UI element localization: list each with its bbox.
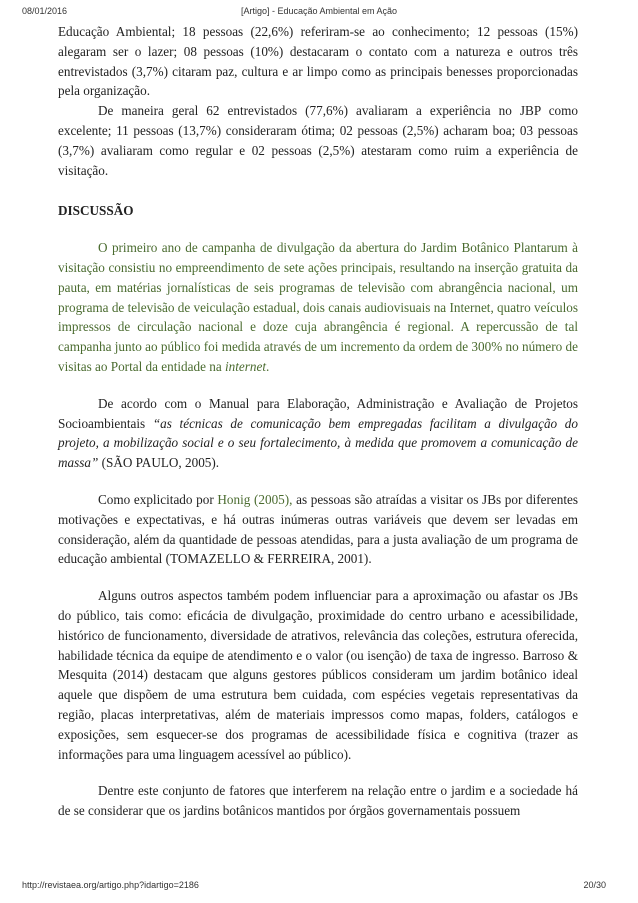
paragraph-factors: Dentre este conjunto de fatores que interferem na relação entre o jardim e a sociedade há de se considerar que os jardins botânicos mantidos por órgãos governamentais possuem [58,783,578,819]
honig-reference-link[interactable]: Honig (2005), [217,491,293,507]
print-page-title: [Artigo] - Educação Ambiental em Ação [240,6,398,16]
paragraph-manual-quote [58,394,578,473]
manual-text: De acordo com o Manual para Elaboração, Administração e Avaliação de Projetos Socioambientais [58,395,578,431]
internet-term: internet [225,358,267,374]
manual-citation: (SÃO PAULO, 2005). [98,455,220,471]
page-number: 20/30 [583,880,606,890]
campaign-text: O primeiro ano de campanha de divulgação da abertura do Jardim Botânico Plantarum à visitação consistiu no empreendimento de sete ações principais, resultando na inserção gratuita da pauta, em matérias jornalísticas de seis programas de televisão com abrangência nacional, um programa de televisão de veiculação estadual, dois canais audiovisuais na Internet, quatro veículos impressos de circulação nacional e doze cuja abrangência é regional. A repercussão de tal campanha junto ao público foi medida através de um incremento da ordem de 300% no número de visitas ao Portal da entidade na [58,240,579,374]
manual-quote: “as técnicas de comunicação bem empregadas facilitam a divulgação do projeto, a mobilização social e o seu fortalecimento, à medida que promovem a comunicação de massa” [58,415,578,471]
paragraph-results-continued: Educação Ambiental; 18 pessoas (22,6%) referiram-se ao conhecimento; 12 pessoas (15%) alegaram ser o lazer; 08 pessoas (10%) destacaram o contato com a natureza e outros três entrevistados (3,7%) citaram paz, cultura e ar limpo como as principais benesses proporcionadas pela organização. [58,24,578,99]
paragraph-honig [58,490,578,569]
honig-text-start: Como explicitado por [98,491,218,507]
honig-text-end: as pessoas são atraídas a visitar os JBs por diferentes motivações e expectativas, e há outras inúmeras outras variáveis que devem ser levadas em consideração, além da quantidade de pessoas atendidas, para a justa avaliação de um programa de educação ambiental (TOMAZELLO & FERREIRA, 2001). [58,491,578,567]
print-footer [0,880,638,892]
paragraph-aspects: Alguns outros aspectos também podem influenciar para a aproximação ou afastar os JBs do público, tais como: eficácia de divulgação, proximidade do centro urbano e acessibilidade, histórico de funcionamento, diversidade de atrativos, relevância das coleções, estrutura oferecida, habilidade técnica da equipe de atendimento e o valor (ou isenção) de taxa de ingresso. Barroso & Mesquita (2014) destacam que alguns gestores públicos consideram um jardim botânico ideal aquele que dispõem de uma estrutura bem cuidada, com espécies vegetais representativas da região, placas interpretativas, além de materiais impressos como mapas, folders, catálogos e exposições, sem esquecer-se dos programas de acessibilidade física e cognitiva (trazer as informações para uma linguagem acessível ao público). [58,588,578,762]
section-heading-discussion: DISCUSSÃO [58,203,134,219]
article-body [58,22,578,821]
print-url[interactable]: http://revistaea.org/artigo.php?idartigo=2186 [22,880,199,890]
paragraph-campaign [58,238,578,377]
paragraph-evaluation: De maneira geral 62 entrevistados (77,6%) avaliaram a experiência no JBP como excelente; 11 pessoas (13,7%) consideraram ótima; 02 pessoas (2,5%) acharam boa; 03 pessoas (3,7%) avaliaram como regular e 02 pessoas (2,5%) atestaram como ruim a experiência de visitação. [58,103,578,178]
print-header [0,6,638,18]
campaign-text-end: . [266,358,270,374]
print-date: 08/01/2016 [22,6,68,16]
